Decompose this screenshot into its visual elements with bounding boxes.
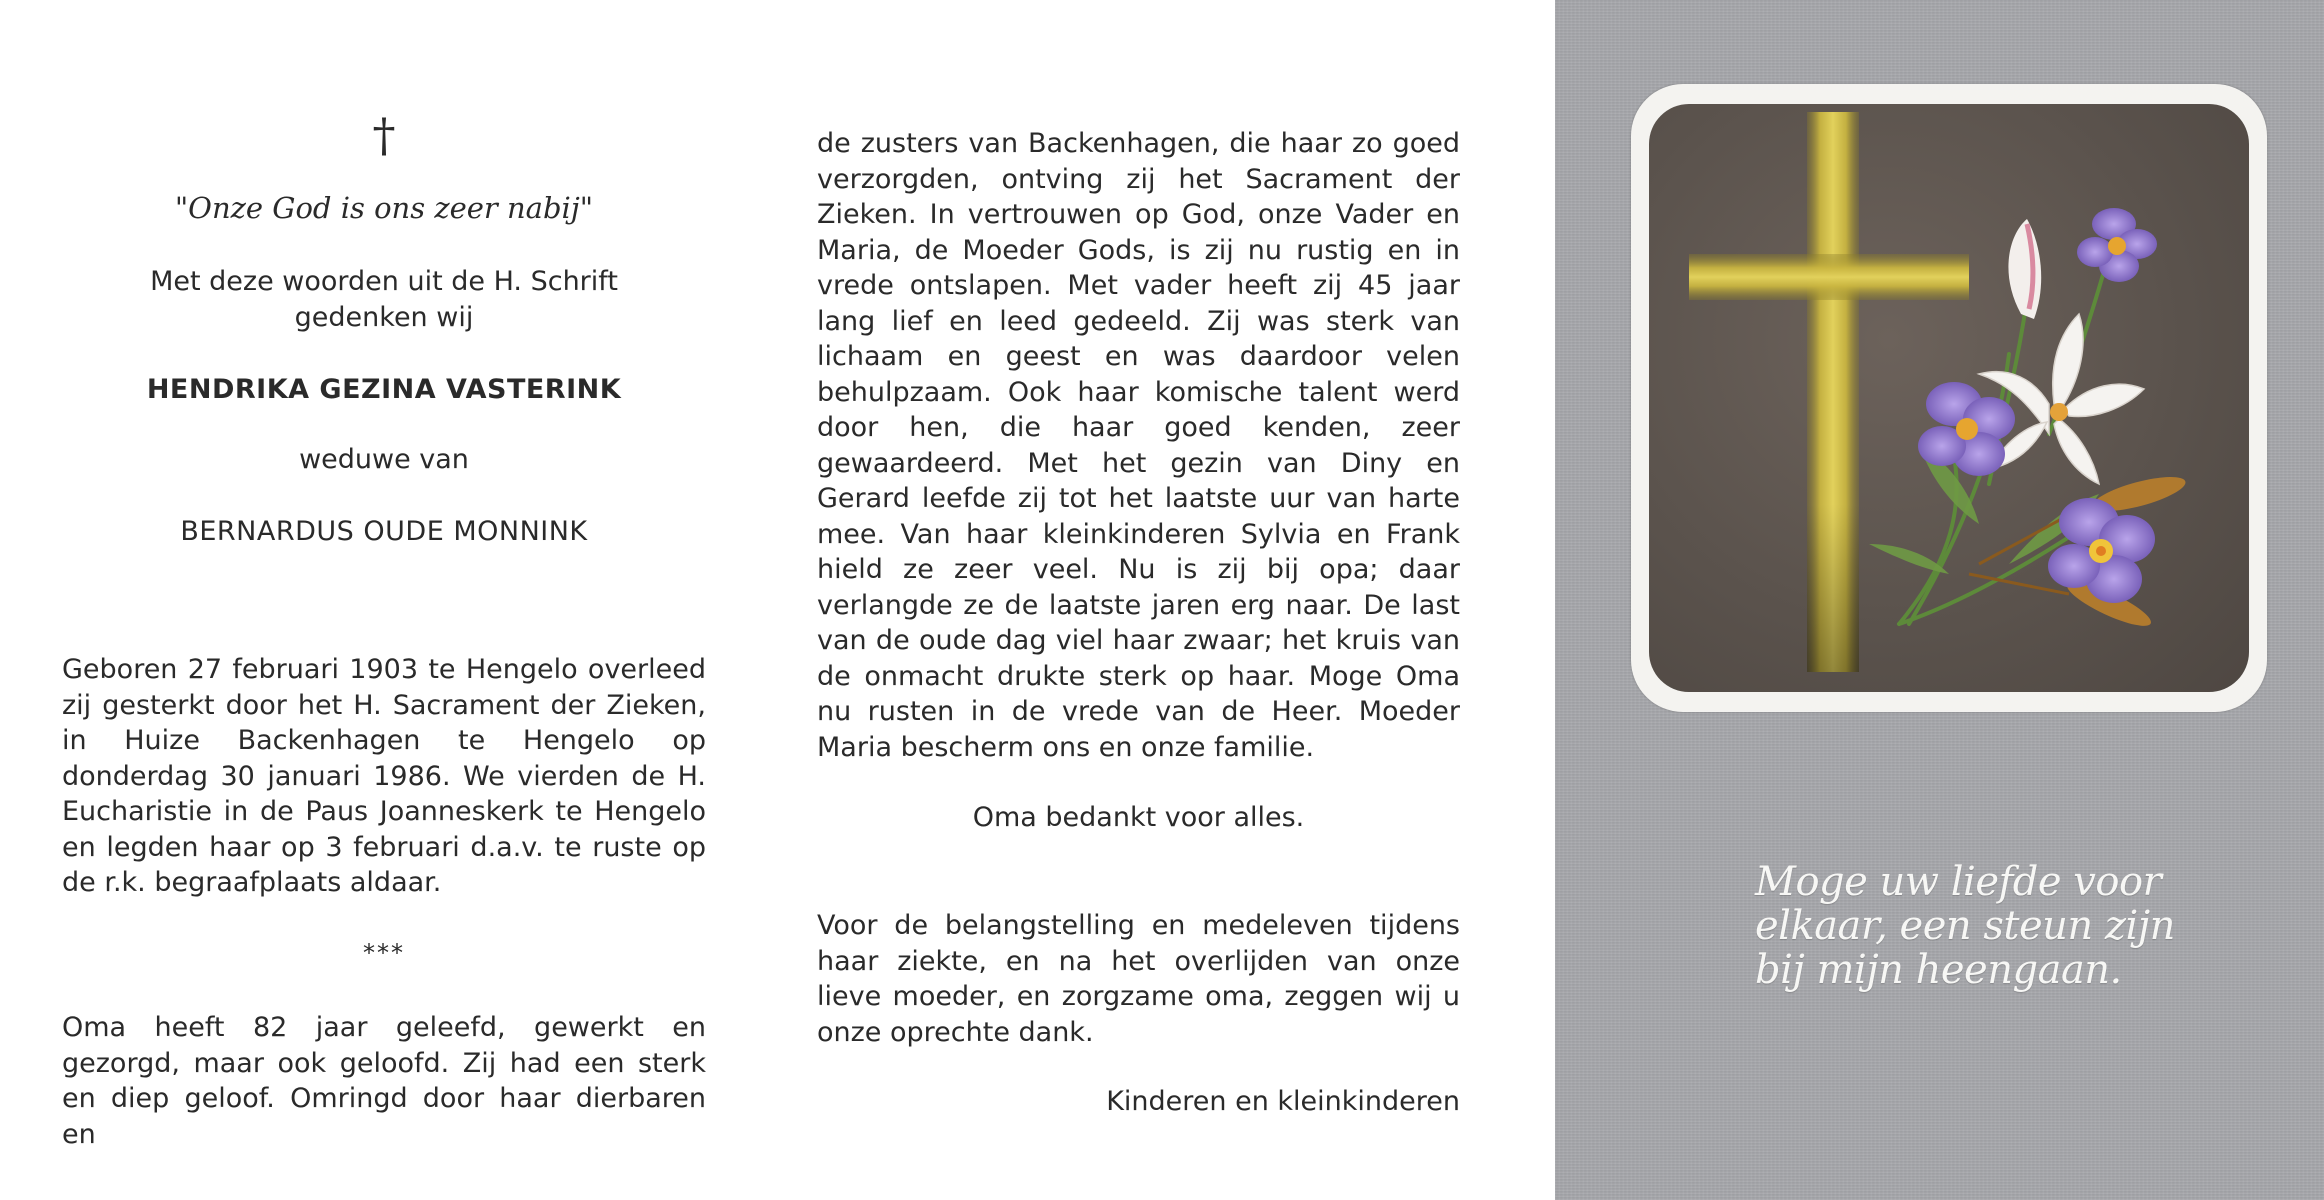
intro-line-2: gedenken wij: [294, 302, 474, 333]
separator: ***: [363, 939, 405, 967]
verse-line-3: bij mijn heengaan.: [1755, 947, 2122, 993]
verse-line-2: elkaar, een steun zijn: [1755, 903, 2175, 949]
widow-of-label: weduwe van: [299, 444, 469, 475]
intro-text: [62, 264, 706, 336]
verse-text: [1755, 860, 2195, 992]
cross-and-flowers-artwork: [1649, 104, 2249, 692]
spouse-name: BERNARDUS OUDE MONNINK: [180, 516, 588, 547]
intro-line-1: Met deze woorden uit de H. Schrift: [150, 266, 618, 297]
card-front: [1555, 0, 2324, 1200]
cross-icon: †: [372, 108, 396, 162]
picture-frame: [1631, 84, 2267, 712]
acknowledgement-paragraph: Voor de belangstelling en medeleven tijdens haar ziekte, en na het overlijden van onze lieve moeder, en zorgzame oma, zeggen wij u onze oprechte dank.: [817, 910, 1460, 1048]
thanks-line: Oma bedankt voor alles.: [972, 802, 1305, 833]
signoff: Kinderen en kleinkinderen: [1106, 1086, 1460, 1117]
life-paragraph-continued: de zusters van Backenhagen, die haar zo goed verzorgden, ontving zij het Sacrament der Zieken. In vertrouwen op God, onze Vader en Maria, de Moeder Gods, is zij nu rustig en in vrede ontslapen. Met vader heeft zij 45 jaar lang lief en leed gedeeld. Zij was sterk van lichaam en geest en was daardoor velen behulpzaam. Ook haar komische talent werd door hen, die haar goed kenden, zeer gewaardeerd. Met het gezin van Diny en Gerard leefde zij tot het laatste uur van harte mee. Van haar kleinkinderen Sylvia en Frank hield ze zeer veel. Nu is zij bij opa; daar verlangde ze de laatste jaren erg naar. De last van de oude dag viel haar zwaar; het kruis van de onmacht drukte sterk op haar. Moge Oma nu rusten in de vrede van de Heer. Moeder Maria bescherm ons en onze familie.: [817, 128, 1460, 763]
verse-line-1: Moge uw liefde voor: [1755, 859, 2162, 905]
life-paragraph-start: Oma heeft 82 jaar geleefd, gewerkt en gezorgd, maar ook geloofd. Zij had een sterk en diep geloof. Omringd door haar dierbaren en: [62, 1012, 706, 1150]
biography-paragraph: Geboren 27 februari 1903 te Hengelo overleed zij gesterkt door het H. Sacrament der Zieken, in Huize Backenhagen te Hengelo op donderdag 30 januari 1986. We vierden de H. Eucharistie in de Paus Joanneskerk te Hengelo en legden haar op 3 februari d.a.v. te ruste op de r.k. begraafplaats aldaar.: [62, 654, 706, 898]
deceased-name: HENDRIKA GEZINA VASTERINK: [146, 374, 622, 405]
motto: "Onze God is ons zeer nabij": [174, 191, 594, 225]
cross-and-flowers-icon: [1649, 104, 2249, 692]
